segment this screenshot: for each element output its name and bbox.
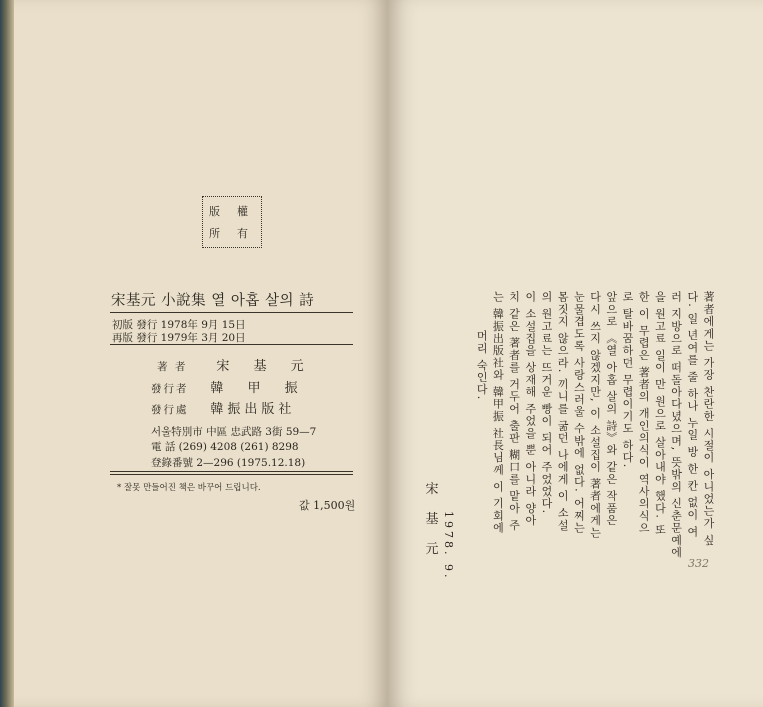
left-page bbox=[14, 0, 388, 707]
publisher-label: 發行者 bbox=[151, 383, 189, 395]
afterword-line: 앞으로 《열 아홉 살의 詩》와 같은 작품은 bbox=[604, 291, 618, 527]
author-row bbox=[157, 355, 314, 374]
seal-char: 權 bbox=[237, 205, 248, 218]
copyright-seal bbox=[202, 196, 262, 248]
afterword-line: 치 같은 著者를 거두어 출판 糊口를 맡아 주 bbox=[507, 291, 521, 532]
publisher-name: 韓 甲 振 bbox=[210, 381, 308, 396]
price: 값 1,500원 bbox=[299, 499, 356, 512]
afterword-line: 는 韓振出版社와 韓甲振 社長님께 이 기회에 bbox=[491, 291, 505, 535]
seal-char: 所 bbox=[209, 227, 220, 240]
first-edition-date: 初版 發行 1978年 9月 15日 bbox=[112, 319, 246, 331]
divider bbox=[110, 312, 353, 313]
reprint-date: 再版 發行 1979年 3月 20日 bbox=[112, 332, 246, 344]
seal-char: 版 bbox=[209, 205, 220, 218]
divider bbox=[110, 474, 353, 475]
afterword-line: 다시 쓰지 않겠지만, 이 소설집이 著者에게는 bbox=[588, 291, 602, 539]
book-spine-edge bbox=[0, 0, 14, 707]
afterword-line: 著者에게는 가장 찬란한 시절이 아니었는가 싶 bbox=[702, 291, 715, 547]
address: 서울特別市 中區 忠武路 3街 59—7 bbox=[151, 426, 317, 438]
author-label: 著 者 bbox=[157, 361, 188, 373]
signature-char: 基 bbox=[425, 512, 439, 527]
afterword-line: 러 지방으로 떠돌아다녔으며, 뜻밖의 신춘문예에 bbox=[669, 291, 683, 559]
signature bbox=[424, 475, 440, 565]
afterword-line: 몸짓지 않으라. 끼니를 굶던 나에게 이 소설 bbox=[556, 291, 570, 532]
afterword-line: 머리 숙인다. bbox=[475, 330, 489, 401]
signature-char: 宋 bbox=[425, 482, 439, 497]
afterword-line: 눈물겹도록 사랑스러울 수밖에 없다. 어찌는 bbox=[572, 291, 586, 535]
afterword-line: 의 원고료는 뜨거운 빵이 되어 주었었다. bbox=[540, 291, 553, 515]
company-label: 發行處 bbox=[151, 404, 189, 416]
registration-number: 登錄番號 2—296 (1975.12.18) bbox=[151, 457, 306, 469]
seal-char: 有 bbox=[237, 227, 248, 240]
author-name: 宋 基 元 bbox=[216, 359, 314, 374]
company-row bbox=[151, 398, 295, 417]
exchange-note: * 잘못 만들어진 책은 바꾸어 드립니다. bbox=[117, 483, 261, 493]
afterword-date: 1978. 9. bbox=[442, 511, 455, 581]
publisher-row bbox=[151, 377, 308, 396]
divider bbox=[110, 471, 353, 472]
signature-char: 元 bbox=[425, 542, 439, 557]
afterword-line: 다. 일 년여를 줄 하나 누일 방 한 칸 없이 여 bbox=[685, 291, 699, 538]
afterword-line: 을 원고료 일이 만 원으로 살아내야 했다. 또 bbox=[653, 291, 667, 536]
page-number: 332 bbox=[688, 557, 709, 570]
divider bbox=[110, 344, 353, 345]
phone: 電 話 (269) 4208 (261) 8298 bbox=[151, 441, 299, 453]
afterword-line: 로 탈바꿈하던 무렵이기도 하다. bbox=[621, 291, 634, 469]
afterword-line: 한 이 무렵은 著者의 개인의식이 역사의식으 bbox=[637, 291, 651, 535]
afterword-line: 이 소설집을 상재해 주었을 뿐 아니라 양아 bbox=[523, 291, 537, 527]
company-name: 韓振出版社 bbox=[210, 402, 296, 417]
colophon-title: 宋基元 小說集 열 아홉 살의 詩 bbox=[111, 293, 315, 309]
